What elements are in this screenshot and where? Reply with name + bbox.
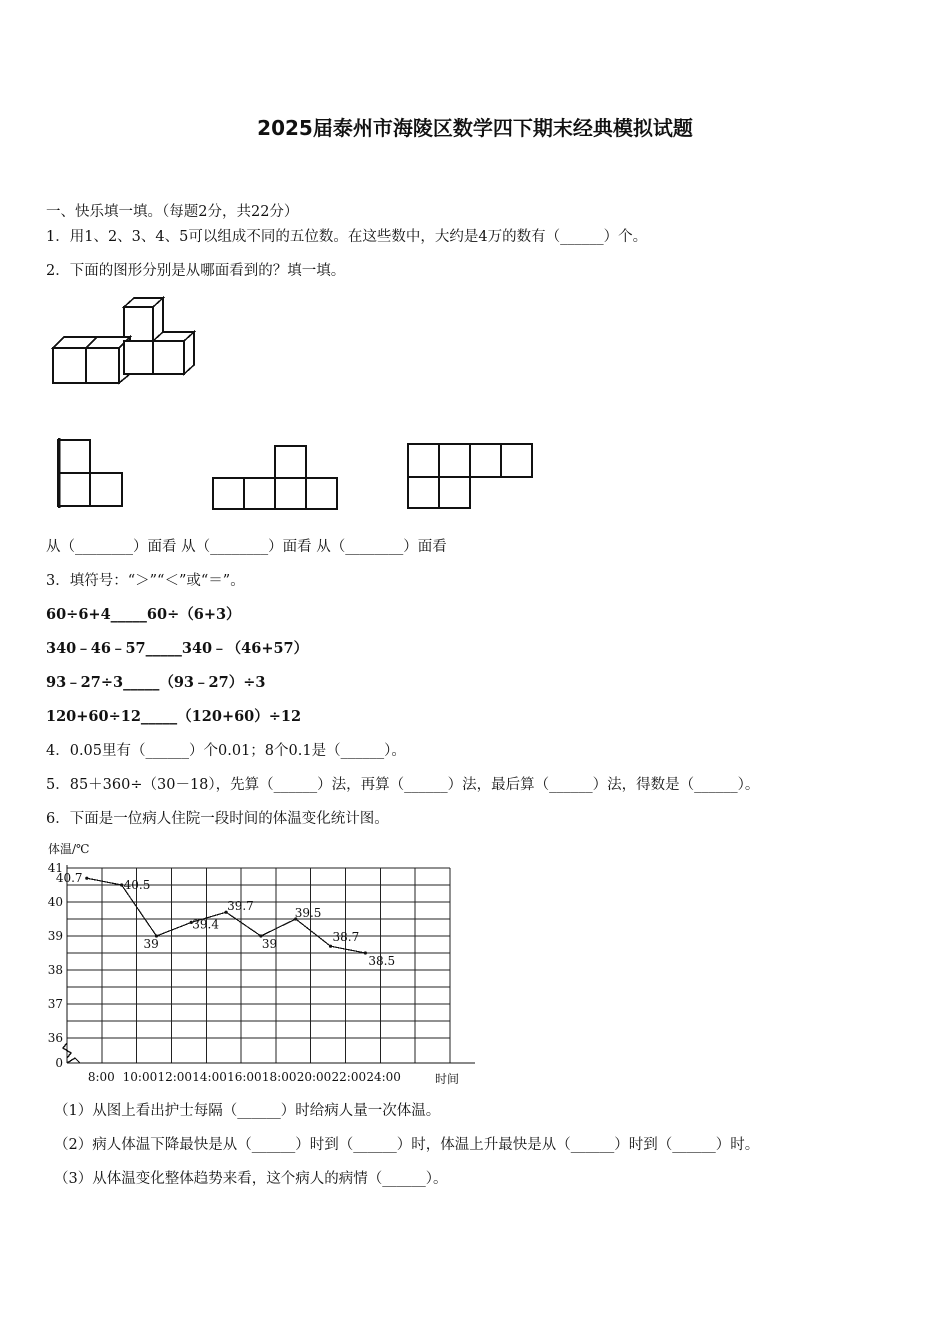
- data-label: 39: [261, 937, 278, 951]
- section-heading: 一、快乐填一填。（每题2分，共22分）: [46, 204, 299, 220]
- x-tick-label: 20:00: [296, 1070, 332, 1084]
- x-tick-label: 22:00: [331, 1070, 367, 1084]
- data-label: 40.7: [55, 871, 83, 886]
- temperature-line-chart: [40, 838, 490, 1090]
- data-label: 39: [143, 937, 159, 951]
- x-tick-label: 16:00: [227, 1070, 262, 1084]
- data-point: [85, 877, 88, 880]
- q6-sub-question: （2）病人体温下降最快是从（______）时到（______）时，体温上升最快是从（______）时到（______）时。: [54, 1137, 760, 1153]
- x-tick-label: 14:00: [192, 1070, 227, 1084]
- data-label: 38.5: [368, 954, 396, 968]
- view-figure-2: [211, 444, 341, 512]
- y-axis-label: 体温/℃: [48, 842, 90, 856]
- data-label: 39.5: [294, 906, 322, 920]
- q6-sub-question: （1）从图上看出护士每隔（______）时给病人量一次体温。: [54, 1103, 441, 1119]
- axis-break-mark: [67, 1058, 80, 1063]
- data-point: [329, 945, 332, 948]
- q3-item: 120+60÷12_____（120+60）÷12: [46, 708, 302, 725]
- y-tick-label: 37: [47, 997, 63, 1011]
- y-tick-label: 41: [47, 861, 63, 875]
- question-3: 3．填符号：“＞”“＜”或“＝”。: [46, 573, 245, 589]
- y-tick-label: 40: [47, 895, 63, 909]
- x-tick-label: 24:00: [366, 1070, 401, 1084]
- question-6: 6．下面是一位病人住院一段时间的体温变化统计图。: [46, 811, 389, 827]
- y-tick-label: 36: [47, 1031, 63, 1045]
- data-label: 40.5: [123, 878, 151, 892]
- y-tick-label: 38: [47, 963, 63, 977]
- q3-item: 340﹣46﹣57_____340﹣（46+57）: [46, 640, 309, 657]
- cube-3d-figure: [48, 295, 200, 385]
- q3-item: 93﹣27÷3_____（93﹣27）÷3: [46, 674, 266, 691]
- page-title: 2025届泰州市海陵区数学四下期末经典模拟试题: [257, 116, 693, 140]
- y-tick-label: 0: [55, 1056, 63, 1070]
- q3-item: 60÷6+4_____60÷（6+3）: [46, 606, 241, 623]
- y-tick-label: 39: [47, 929, 63, 943]
- x-tick-label: 18:00: [261, 1070, 297, 1084]
- view-figure-1: [56, 438, 126, 510]
- q6-sub-question: （3）从体温变化整体趋势来看，这个病人的病情（______）。: [54, 1171, 448, 1187]
- question-2-answer-line: 从（________）面看 从（________）面看 从（________）面看: [46, 539, 447, 555]
- data-label: 39.7: [227, 899, 254, 914]
- view-figure-3: [406, 442, 536, 512]
- question-1: 1．用1、2、3、4、5可以组成不同的五位数。在这些数中，大约是4万的数有（______）个。: [46, 229, 648, 245]
- question-5: 5．85＋360÷（30－18），先算（______）法，再算（______）法，最后算（______）法，得数是（______）。: [46, 777, 760, 793]
- x-tick-label: 8:00: [87, 1070, 115, 1084]
- x-axis-label: 时间: [435, 1072, 460, 1086]
- question-2: 2．下面的图形分别是从哪面看到的？填一填。: [46, 263, 346, 279]
- x-tick-label: 10:00: [122, 1070, 158, 1084]
- question-4: 4．0.05里有（______）个0.01；8个0.1是（______）。: [46, 743, 406, 759]
- data-label: 38.7: [332, 930, 360, 945]
- data-point: [364, 951, 367, 954]
- x-tick-label: 12:00: [157, 1070, 193, 1084]
- data-label: 39.4: [192, 917, 219, 932]
